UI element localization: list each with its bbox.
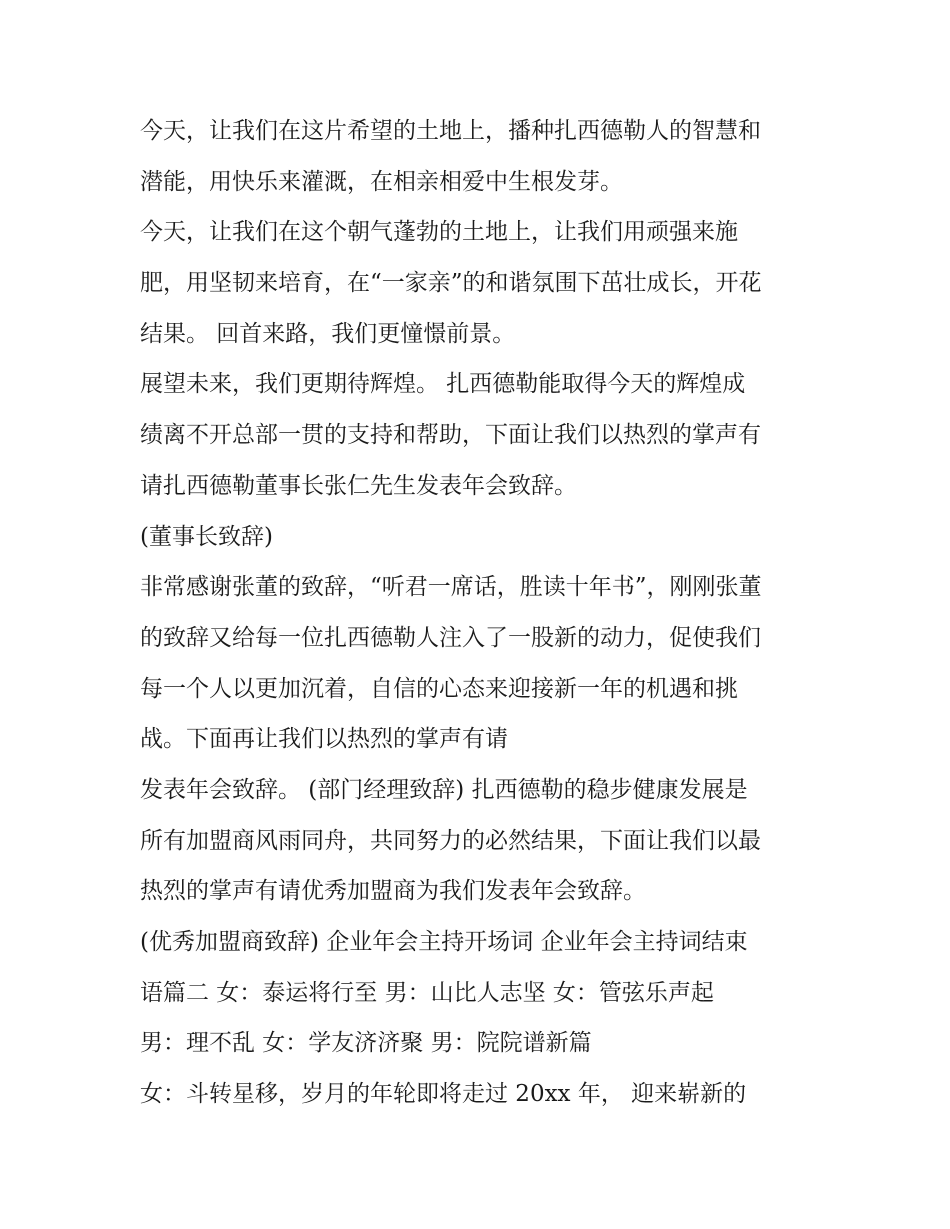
text-line: 潜能，用快乐来灌溉，在相亲相爱中生根发芽。 (140, 168, 623, 195)
text-line: 战。下面再让我们以热烈的掌声有请 (140, 726, 508, 753)
text-line: 今天，让我们在这个朝气蓬勃的土地上，让我们用顽强来施 (140, 219, 738, 246)
text-line: 语篇二 女：泰运将行至 男：山比人志坚 女：管弦乐声起 (140, 979, 714, 1006)
text-line: 绩离不开总部一贯的支持和帮助，下面让我们以热烈的掌声有 (140, 422, 761, 449)
text-line: 展望未来，我们更期待辉煌。 扎西德勒能取得今天的辉煌成 (140, 371, 746, 398)
text-line: 女：斗转星移，岁月的年轮即将走过 20xx 年， 迎来崭新的 (140, 1081, 747, 1108)
text-line: 发表年会致辞。 (部门经理致辞) 扎西德勒的稳步健康发展是 (140, 776, 748, 803)
text-line: 的致辞又给每一位扎西德勒人注入了一股新的动力，促使我们 (140, 624, 761, 651)
text-line: 每一个人以更加沉着，自信的心态来迎接新一年的机遇和挑 (140, 675, 738, 702)
text-line: (优秀加盟商致辞) 企业年会主持开场词 企业年会主持词结束 (140, 929, 748, 955)
text-line: 非常感谢张董的致辞，“听君一席话，胜读十年书”，刚刚张董 (140, 574, 762, 601)
document-body (140, 106, 820, 1120)
text-line: 请扎西德勒董事长张仁先生发表年会致辞。 (140, 472, 577, 499)
text-line: 结果。 回首来路，我们更憧憬前景。 (140, 320, 516, 347)
text-line: 热烈的掌声有请优秀加盟商为我们发表年会致辞。 (140, 878, 646, 905)
text-line: 今天，让我们在这片希望的土地上，播种扎西德勒人的智慧和 (140, 118, 761, 144)
text-line: 肥，用坚韧来培育，在“一家亲”的和谐氛围下茁壮成长，开花 (140, 270, 762, 297)
text-line: 所有加盟商风雨同舟，共同努力的必然结果，下面让我们以最 (140, 827, 761, 854)
text-line: (董事长致辞) (140, 523, 273, 550)
text-line: 男：理不乱 女：学友济济聚 男：院院谱新篇 (140, 1030, 592, 1057)
